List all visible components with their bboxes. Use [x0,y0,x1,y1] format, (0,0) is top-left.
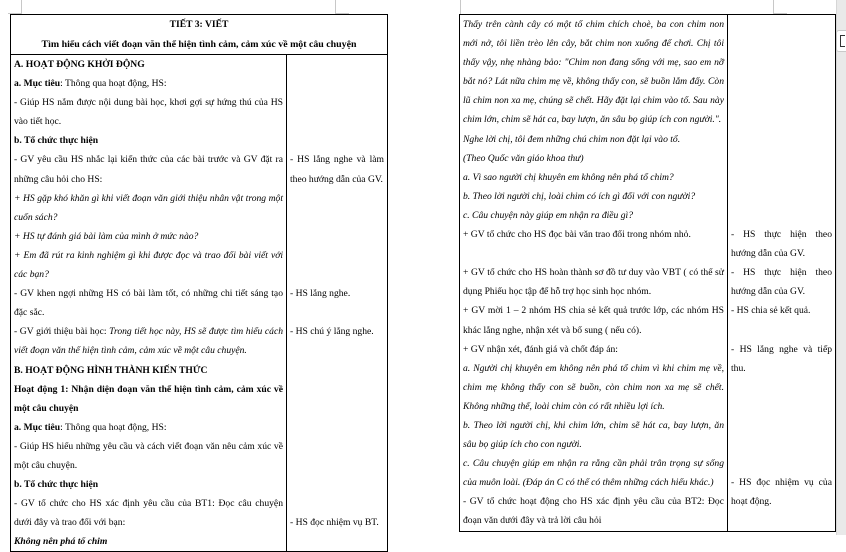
story-paragraph: Thấy trên cành cây có một tổ chim chích choè, ba con chim non mới nở, tôi liền trèo lên cây, bắt chim non xuống để chơi. Chị tôi thấy vậy, nhẹ nhàng bảo: "Chim non đang sống với mẹ, sao em nỡ bắt nó? Lát nữa chim mẹ về, không thấy con, sẽ buồn lắm đấy. Còn lũ chim non xa mẹ, chúng sẽ chết. Hãy đặt lại chim vào tổ. Sau này chim lớn, chim sẽ hát ca, bay lượn, ăn sâu bọ giúp ích con người.". [463,19,724,126]
teacher-step: + GV mời 1 – 2 nhóm HS chia sẻ kết quả trước lớp, các nhóm HS khác lắng nghe, nhận xét và bổ sung ( nếu có). [463,305,724,336]
teacher-activity-cell [11,55,287,552]
side-panel-toggle-icon[interactable] [836,30,846,52]
objective-line: a. Mục tiêu: Thông qua hoạt động, HS: [14,78,167,90]
story-title: Không nên phá tổ chim [14,536,108,548]
teacher-step: + GV tổ chức cho HS đọc bài văn trao đổi trong nhóm nhỏ. [463,229,691,241]
bt2-instruction: - GV tổ chức hoạt động cho HS xác định yêu cầu của BT2: Đọc đoạn văn dưới đây và trả lời câu hỏi [463,496,724,527]
student-response: - HS chú ý lắng nghe. [290,326,374,338]
teacher-step: - GV tổ chức cho HS xác định yêu cầu của BT1: Đọc câu chuyện dưới đây và trao đổi với bạn: [14,498,283,529]
student-response: - HS lắng nghe. [290,288,351,300]
teacher-step: + GV tổ chức cho HS hoàn thành sơ đồ tư duy vào VBT ( có thể sử dụng Phiếu học tập để hỗ trợ học sinh học nhóm. [463,267,724,298]
teacher-activity-cell [460,15,728,532]
objective-item: - Giúp HS hiểu những yêu cầu và cách viết đoạn văn nêu cảm xúc về một câu chuyện. [14,440,283,471]
objective-line: a. Mục tiêu: Thông qua hoạt động, HS: [14,421,167,433]
answer-a: a. Người chị khuyên em không nên phá tổ chim vì khi chim mẹ về, chim mẹ không thấy con sẽ buồn, còn chim non xa mẹ sẽ chết. Không những thế, loài chim còn có rất nhiều lợi ích. [463,362,724,412]
lesson-plan-table-right [459,14,836,532]
student-response: - HS thực hiện theo hướng dẫn của GV. [731,229,832,260]
story-ending: Nghe lời chị, tôi đem những chú chim non đặt lại vào tổ. [463,133,681,145]
student-response: - HS thực hiện theo hướng dẫn của GV. [731,267,832,298]
student-response: - HS chia sẻ kết quả. [731,305,811,317]
question-a: a. Vì sao người chị khuyên em không nên phá tổ chim? [463,171,674,183]
question-c: c. Câu chuyện này giúp em nhận ra điều gì? [463,209,633,221]
student-activity-cell [287,55,388,552]
window-scroll-gutter[interactable] [836,0,846,535]
teacher-step-intro: - GV giới thiệu bài học: Trong tiết học này, HS sẽ được tìm hiểu cách viết đoạn văn thể hiện tình cảm, cảm xúc về một câu chuyện. [14,326,284,357]
student-response: - HS đọc nhiệm vụ của hoạt động. [731,477,832,508]
story-source: (Theo Quốc văn giáo khoa thư) [463,152,584,164]
crop-mark [335,0,336,14]
teacher-step: - GV khen ngợi những HS có bài làm tốt, có những chi tiết sáng tạo đặc sắc. [14,288,283,319]
method-label: b. Tổ chức thực hiện [14,479,99,491]
teacher-step: + GV nhận xét, đánh giá và chốt đáp án: [463,343,618,355]
warmup-question: + HS gặp khó khăn gì khi viết đoạn văn giới thiệu nhân vật trong một cuốn sách? [14,192,283,223]
warmup-question: + HS tự đánh giá bài làm của mình ở mức nào? [14,230,199,242]
lesson-plan-table-left [10,14,388,552]
section-b-heading: B. HOẠT ĐỘNG HÌNH THÀNH KIẾN THỨC [14,364,208,376]
student-activity-cell [728,15,836,532]
lesson-header-cell [11,15,388,55]
student-response: - HS đọc nhiệm vụ BT. [290,517,379,529]
answer-b: b. Theo lời người chị, khi chim lớn, chim sẽ hát ca, bay lượn, ăn sâu bọ giúp ích cho con người. [463,419,724,451]
lesson-subtitle: Tìm hiểu cách viết đoạn văn thể hiện tình cảm, cảm xúc về một câu chuyện [41,38,357,50]
answer-c: c. Câu chuyện giúp em nhận ra rằng cần phải trân trọng sự sống của muôn loài. (Đáp án C có thể có thêm những cách hiểu khác.) [463,458,724,489]
student-response: - HS lắng nghe và tiếp thu. [731,343,832,374]
crop-mark [460,0,461,14]
lesson-title: TIẾT 3: VIẾT [169,19,229,30]
student-response: - HS lắng nghe và làm theo hướng dẫn của GV. [290,154,384,185]
warmup-question: + Em đã rút ra kinh nghiệm gì khi được đọc và trao đổi bài viết với các bạn? [14,249,283,281]
objective-item: - Giúp HS nắm được nội dung bài học, khơi gợi sự hứng thú của HS vào tiết học. [14,97,283,128]
section-a-heading: A. HOẠT ĐỘNG KHỞI ĐỘNG [14,59,145,70]
crop-mark [773,0,774,14]
crop-mark [21,0,22,14]
question-b: b. Theo lời người chị, loài chim có ích gì đối với con người? [463,190,696,202]
teacher-step: - GV yêu cầu HS nhắc lại kiến thức của các bài trước và GV đặt ra những câu hỏi cho HS: [14,154,283,185]
activity-1-title: Hoạt động 1: Nhận diện đoạn văn thể hiện tình cảm, cảm xúc về một câu chuyện [14,383,283,414]
method-label: b. Tổ chức thực hiện [14,135,99,147]
